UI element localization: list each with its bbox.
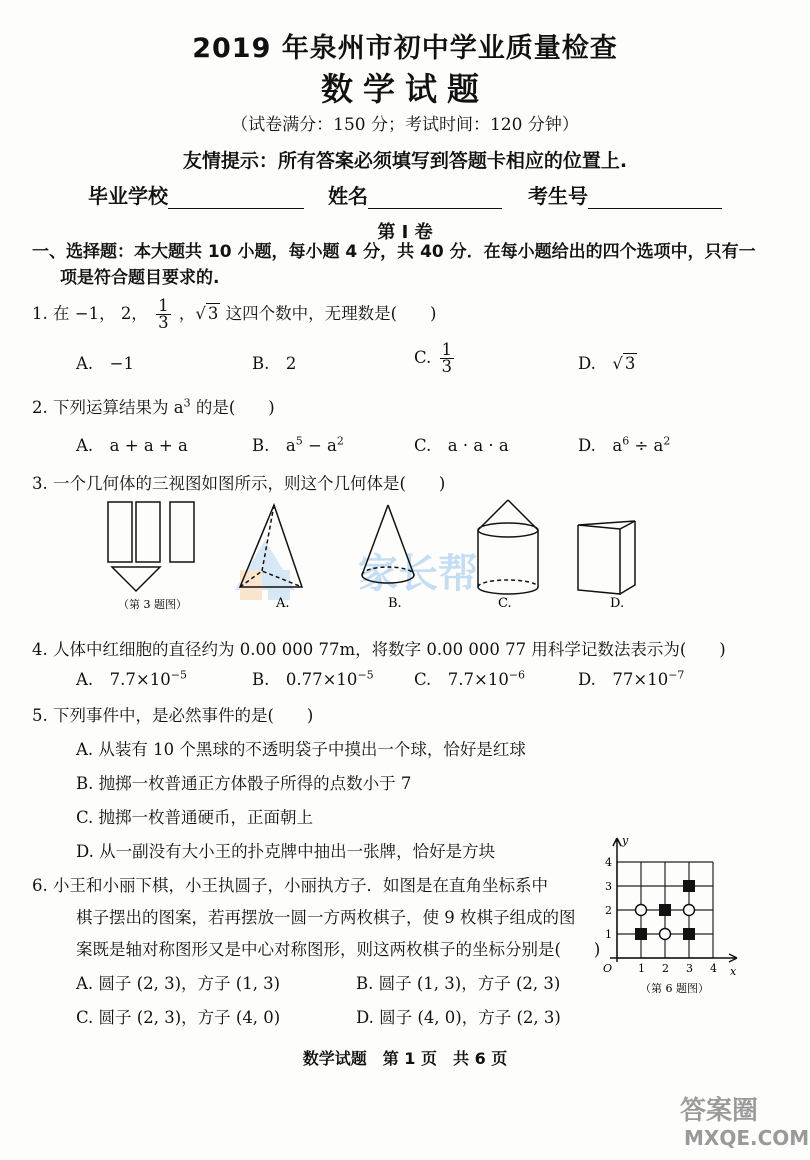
square-piece <box>683 880 695 892</box>
option-a-label: A. <box>276 596 290 611</box>
exam-meta: （试卷满分：150 分；考试时间：120 分钟） <box>231 115 579 135</box>
x-tick-label: 3 <box>686 962 693 975</box>
question-1 <box>32 298 436 331</box>
x-tick-label: 4 <box>710 962 717 975</box>
option-c-label: C. <box>498 596 512 611</box>
square-piece <box>683 928 695 940</box>
x-tick-label: 2 <box>662 962 669 975</box>
q1-option-d: D. √ 3 <box>578 354 636 373</box>
square-piece <box>659 904 671 916</box>
q6-option-d: D. 圆子 (4, 0)，方子 (2, 3) <box>356 1008 561 1027</box>
friendly-tip: 友情提示：所有答案必须填写到答题卡相应的位置上. <box>182 150 628 172</box>
q6-option-b: B. 圆子 (1, 3)，方子 (2, 3) <box>356 974 561 993</box>
option-b-label: B. <box>388 596 402 611</box>
q5-option-b: B. 抛掷一枚普通正方体骰子所得的点数小于 7 <box>76 774 412 793</box>
q5-option-c: C. 抛掷一枚普通硬币，正面朝上 <box>76 808 314 827</box>
subject-title: 数学试题 <box>320 70 489 108</box>
y-axis <box>613 838 621 962</box>
question-4: 4. 人体中红细胞的直径约为 0.00 000 77m，将数字 0.00 000 77 用科学记数法表示为( ) <box>32 640 726 659</box>
question-number: 1. <box>32 304 48 323</box>
q2-option-c: C. a · a · a <box>414 436 509 455</box>
question-6-line3: 案既是轴对称图形又是中心对称图形，则这两枚棋子的坐标分别是( ) <box>76 940 601 959</box>
origin-label: O <box>603 962 613 975</box>
x-axis <box>610 954 737 962</box>
corner-watermark-bottom: MXQE.COM <box>684 1126 810 1150</box>
watermark-logo <box>235 540 295 600</box>
q1-option-b: B. 2 <box>252 354 297 373</box>
q3-figure-caption: （第 3 题图） <box>118 598 187 611</box>
q6-figure-caption: （第 6 题图） <box>640 982 709 995</box>
three-view-drawing <box>108 502 194 591</box>
school-label: 毕业学校 <box>88 184 168 208</box>
page-footer: 数学试题 第 1 页 共 6 页 <box>302 1049 508 1068</box>
y-tick-label: 2 <box>605 904 612 917</box>
q4-option-c: C. $7.7\times 10^{-6}$ <box>414 668 526 689</box>
y-tick-label: 3 <box>605 880 612 893</box>
q2-option-d: D. $a^6 \div a^2$ <box>578 434 671 455</box>
round-piece <box>636 905 647 916</box>
exam-number-field <box>528 180 722 209</box>
q4-option-d: D. $77\times 10^{-7}$ <box>578 668 685 689</box>
school-field <box>88 180 304 209</box>
q6-option-c: C. 圆子 (2, 3)，方子 (4, 0) <box>76 1008 281 1027</box>
q2-option-b: B. $a^5 - a^2$ <box>252 434 344 455</box>
square-piece <box>635 928 647 940</box>
option-c-cone-cylinder <box>478 500 538 594</box>
round-piece <box>684 905 695 916</box>
name-label: 姓名 <box>328 184 368 208</box>
watermark-text: 家长帮 <box>358 551 478 597</box>
q6-option-a: A. 圆子 (2, 3)，方子 (1, 3) <box>76 974 281 993</box>
option-d-label: D. <box>610 596 625 611</box>
q1-text-post: 这四个数中，无理数是( ) <box>220 304 437 323</box>
q1-option-c: C. $\frac{1}{3}$ <box>414 340 453 376</box>
option-d-prism <box>578 521 635 594</box>
y-tick-label: 1 <box>605 928 612 941</box>
q1-text-mid: ，√ <box>178 304 206 323</box>
round-piece <box>660 929 671 940</box>
radicand: 3 <box>207 304 219 323</box>
x-axis-label: x <box>730 965 737 978</box>
y-axis-label: y <box>622 834 629 847</box>
exam-number-label: 考生号 <box>528 184 588 208</box>
q4-option-a: A. $7.7\times 10^{-5}$ <box>76 668 187 689</box>
question-3: 3. 一个几何体的三视图如图所示，则这个几何体是( ) <box>32 474 446 493</box>
name-field <box>328 180 502 209</box>
fraction: $\frac{1}{3}$ <box>158 296 169 332</box>
q1-option-a: A. −1 <box>76 354 134 373</box>
volume-heading: 第 I 卷 <box>377 222 433 243</box>
q2-option-a: A. a + a + a <box>76 436 188 455</box>
corner-watermark-top: 答案圈 <box>680 1096 759 1126</box>
exam-title: 2019 年泉州市初中学业质量检查 <box>192 33 618 64</box>
y-tick-label: 4 <box>605 856 612 869</box>
q1-text-pre: 在 −1， 2， <box>53 304 148 323</box>
q3-figure <box>90 495 650 620</box>
q4-option-b: B. $0.77\times 10^{-5}$ <box>252 668 374 689</box>
question-6: 6. 小王和小丽下棋，小王执圆子，小丽执方子．如图是在直角坐标系中 <box>32 876 548 895</box>
q5-option-a: A. 从装有 10 个黑球的不透明袋子中摸出一个球，恰好是红球 <box>76 740 526 759</box>
q6-coordinate-figure <box>592 832 752 1000</box>
question-5: 5. 下列事件中，是必然事件的是( ) <box>32 706 314 725</box>
section-instruction-line2: 项是符合题目要求的. <box>60 268 220 288</box>
section-instruction-line1: 一、选择题：本大题共 10 小题，每小题 4 分，共 40 分．在每小题给出的四个选项中，只有一 <box>32 242 756 262</box>
q5-option-d: D. 从一副没有大小王的扑克牌中抽出一张牌，恰好是方块 <box>76 842 496 861</box>
question-6-line2: 棋子摆出的图案，若再摆放一圆一方两枚棋子，使 9 枚棋子组成的图 <box>76 908 576 927</box>
question-2: 2. 下列运算结果为 $a^3$ 的是( ) <box>32 396 275 417</box>
x-tick-label: 1 <box>638 962 645 975</box>
